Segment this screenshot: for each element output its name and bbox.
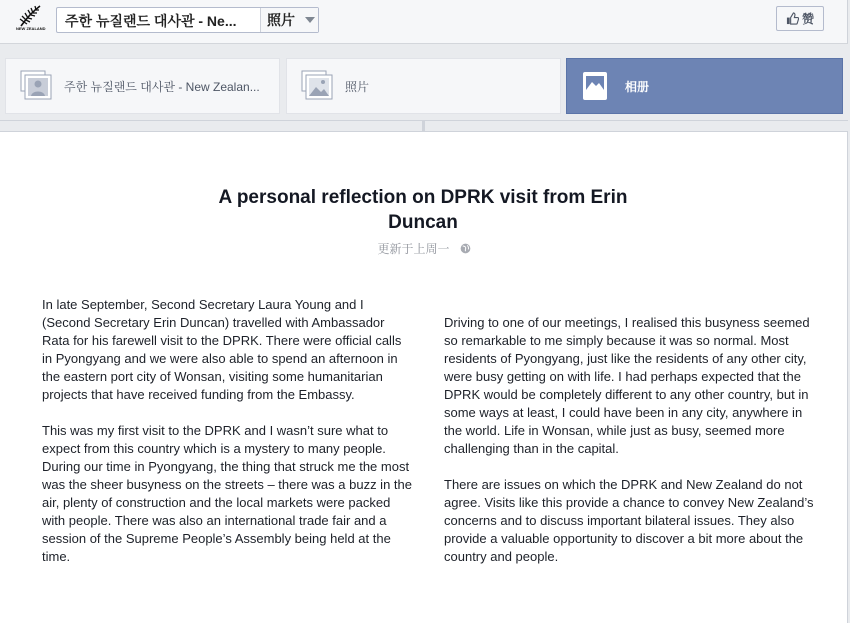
tab-label: 相册	[625, 79, 650, 94]
updated-timestamp[interactable]: 更新于上周一	[377, 242, 450, 256]
logo-text: NEW ZEALAND	[16, 26, 46, 31]
photos-icon	[301, 70, 335, 102]
tab-label: 照片	[345, 79, 370, 94]
album-icon	[581, 70, 615, 102]
tab-divider	[0, 120, 848, 132]
chevron-down-icon	[305, 17, 315, 23]
paragraph: There are issues on which the DPRK and New Zealand do not agree. Visits like this provide a chance to convey New Zealand’s concerns and to discuss important bilateral issues. They also provide a valuable opportunity to discover a bit more about the country and people.	[444, 477, 814, 564]
note-body-left	[42, 296, 414, 566]
new-zealand-logo[interactable]	[16, 5, 44, 37]
tab-profile-photos[interactable]	[5, 58, 280, 114]
page-breadcrumb	[56, 7, 319, 33]
tab-label: 주한 뉴질랜드 대사관 - New Zealan...	[64, 79, 260, 94]
thumbs-up-icon	[786, 12, 799, 25]
section-label: 照片	[267, 12, 295, 28]
tab-photos[interactable]	[286, 58, 561, 114]
top-bar	[0, 0, 848, 44]
like-label: 赞	[801, 12, 814, 26]
note-meta	[0, 240, 848, 257]
photo-tabs	[0, 50, 848, 120]
section-dropdown[interactable]	[261, 8, 318, 32]
paragraph: In late September, Second Secretary Laura Young and I (Second Secretary Erin Duncan) travelled with Ambassador Rata for his farewell visit to the DPRK. There were official calls in Pyongyang and we were also able to spend an afternoon in the eastern port city of Wonsan, visiting some humanitarian projects that have received funding from the Embassy.	[42, 297, 402, 402]
tab-albums[interactable]	[566, 58, 843, 114]
note-content	[0, 132, 848, 623]
paragraph: This was my first visit to the DPRK and I wasn’t sure what to expect from this country which is a mystery to many people. During our time in Pyongyang, the thing that struck me the most was the sheer busyness on the streets – there was a buzz in the air, plenty of construction and the local markets were packed with people. There was also an international trade fair and a session of the Supreme People’s Assembly being held at the time.	[42, 423, 412, 564]
profile-photos-icon	[20, 70, 54, 102]
note-title: A personal reflection on DPRK visit from Erin Duncan	[218, 187, 628, 233]
note-body-right	[444, 314, 816, 566]
paragraph: Driving to one of our meetings, I realised this busyness seemed so remarkable to me simply because it was so normal. Most residents of Pyongyang, just like the residents of any other city, were busy getting on with life. I had perhaps expected that the DPRK would be completely different to any other country, but in some ways at least, I could have been in any city, anywhere in the world. Life in Wonsan, while just as busy, seemed more challenging than in the capital.	[444, 315, 810, 456]
like-button[interactable]	[776, 6, 824, 31]
divider-notch	[422, 121, 425, 132]
globe-icon[interactable]	[460, 243, 471, 254]
page-name-link[interactable]: 주한 뉴질랜드 대사관 - Ne...	[57, 8, 261, 32]
fern-icon	[18, 5, 42, 27]
